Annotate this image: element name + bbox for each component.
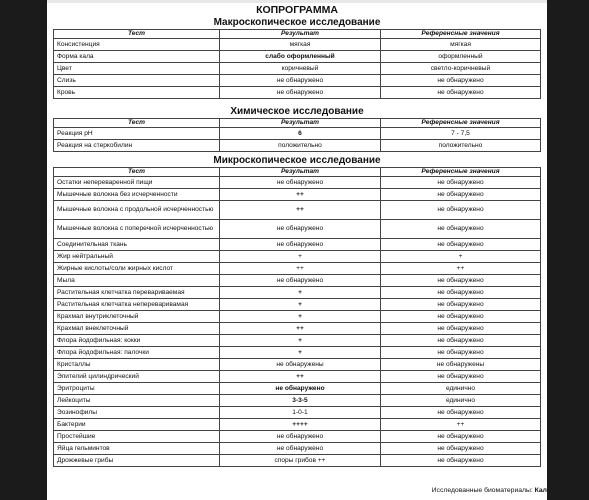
cell-result: + [220,311,381,323]
cell-test: Мышечные волокна с поперечной исчерченностью [54,220,220,239]
table-row [54,299,541,311]
cell-test: Эозинофилы [54,407,220,419]
cell-test: Остатки непереваренной пищи [54,177,220,189]
cell-reference: оформленный [381,51,541,63]
cell-test: Соединительная ткань [54,239,220,251]
cell-test: Консистенция [54,39,220,51]
biomaterial-value: Кал [534,487,547,494]
column-header-test: Тест [54,30,220,39]
cell-reference: не обнаружено [381,371,541,383]
biomaterial-label: Исследованные биоматериалы: [431,487,533,494]
table-row [54,51,541,63]
cell-result: не обнаружено [220,87,381,99]
cell-result: + [220,287,381,299]
cell-reference: не обнаружено [381,323,541,335]
cell-reference: не обнаружены [381,359,541,371]
cell-test: Реакция на стеркобилин [54,140,220,152]
cell-result: не обнаружено [220,275,381,287]
cell-result: + [220,251,381,263]
cell-reference: ++ [381,263,541,275]
cell-reference: не обнаружено [381,239,541,251]
cell-result: 1-0-1 [220,407,381,419]
cell-reference: не обнаружено [381,431,541,443]
cell-test: Мыла [54,275,220,287]
cell-result: не обнаружено [220,383,381,395]
table-row [54,201,541,220]
biomaterial-footer [432,487,547,494]
chem-table [53,118,541,152]
table-row [54,395,541,407]
cell-test: Жир нейтральный [54,251,220,263]
cell-result: 3-3-5 [220,395,381,407]
cell-test: Реакция pH [54,128,220,140]
table-row [54,177,541,189]
cell-reference: не обнаружено [381,287,541,299]
report-title: КОПРОГРАММА [256,4,338,16]
macro-section-title: Макроскопическое исследование [213,17,381,28]
table-row [54,347,541,359]
table-row [54,251,541,263]
cell-reference: не обнаружено [381,443,541,455]
cell-result: не обнаружено [220,75,381,87]
cell-test: Яйца гельминтов [54,443,220,455]
table-row [54,335,541,347]
cell-test: Бактерии [54,419,220,431]
table-row [54,443,541,455]
column-header-reference: Референсные значения [381,119,541,128]
report-sheet [47,0,547,500]
cell-test: Растительная клетчатка перевариваемая [54,287,220,299]
cell-result: 6 [220,128,381,140]
cell-test: Эпителий цилиндрический [54,371,220,383]
table-row [54,128,541,140]
chem-header-row [54,119,541,128]
cell-result: не обнаружено [220,239,381,251]
cell-reference: мягкая [381,39,541,51]
table-row [54,87,541,99]
cell-reference: 7 - 7,5 [381,128,541,140]
chem-section-title: Химическое исследование [230,106,364,117]
cell-result: споры грибов ++ [220,455,381,467]
micro-section-title: Микроскопическое исследование [213,155,381,166]
table-row [54,239,541,251]
table-row [54,383,541,395]
table-row [54,220,541,239]
cell-test: Флора йодофильная: кокки [54,335,220,347]
table-row [54,140,541,152]
cell-result: ++ [220,323,381,335]
table-row [54,189,541,201]
cell-reference: не обнаружено [381,189,541,201]
table-row [54,407,541,419]
cell-reference: не обнаружено [381,87,541,99]
macro-table [53,29,541,99]
table-row [54,359,541,371]
cell-test: Лейкоциты [54,395,220,407]
cell-test: Флора йодофильная: палочки [54,347,220,359]
cell-test: Дрожжевые грибы [54,455,220,467]
cell-result: ++ [220,189,381,201]
cell-reference: не обнаружено [381,311,541,323]
column-header-reference: Референсные значения [381,168,541,177]
micro-table [53,167,541,467]
macro-table-body [54,39,541,99]
cell-result: мягкая [220,39,381,51]
micro-header-row [54,168,541,177]
cell-reference: не обнаружено [381,75,541,87]
cell-result: не обнаружено [220,443,381,455]
cell-reference: не обнаружено [381,335,541,347]
micro-table-body [54,177,541,467]
cell-result: ++++ [220,419,381,431]
table-row [54,75,541,87]
cell-result: положительно [220,140,381,152]
cell-test: Мышечные волокна без исчерченности [54,189,220,201]
table-row [54,431,541,443]
cell-reference: не обнаружено [381,455,541,467]
table-row [54,287,541,299]
cell-test: Кровь [54,87,220,99]
cell-result: не обнаружено [220,220,381,239]
cell-result: + [220,347,381,359]
cell-reference: светло-коричневый [381,63,541,75]
macro-header-row [54,30,541,39]
cell-reference: единично [381,395,541,407]
cell-reference: не обнаружено [381,201,541,220]
cell-result: не обнаружены [220,359,381,371]
table-row [54,311,541,323]
table-row [54,263,541,275]
cell-reference: единично [381,383,541,395]
table-row [54,39,541,51]
cell-reference: не обнаружено [381,275,541,287]
cell-result: ++ [220,201,381,220]
cell-result: слабо оформленный [220,51,381,63]
chem-table-body [54,128,541,152]
cell-reference: + [381,251,541,263]
cell-result: + [220,299,381,311]
cell-test: Цвет [54,63,220,75]
cell-test: Форма кала [54,51,220,63]
cell-reference: ++ [381,419,541,431]
cell-test: Мышечные волокна с продольной исчерченностью [54,201,220,220]
column-header-test: Тест [54,119,220,128]
cell-test: Кристаллы [54,359,220,371]
column-header-reference: Референсные значения [381,30,541,39]
cell-test: Крахмал внеклеточный [54,323,220,335]
cell-test: Слизь [54,75,220,87]
table-row [54,275,541,287]
cell-result: не обнаружено [220,177,381,189]
cell-result: + [220,335,381,347]
table-row [54,419,541,431]
cell-reference: не обнаружено [381,220,541,239]
cell-test: Эритроциты [54,383,220,395]
column-header-test: Тест [54,168,220,177]
cell-reference: не обнаружено [381,177,541,189]
table-row [54,63,541,75]
table-row [54,455,541,467]
cell-reference: не обнаружено [381,347,541,359]
cell-test: Простейшие [54,431,220,443]
cell-test: Растительная клетчатка непереваривамая [54,299,220,311]
cell-reference: положительно [381,140,541,152]
cell-test: Жирные кислоты/соли жирных кислот [54,263,220,275]
column-header-result: Результат [220,168,381,177]
cell-result: ++ [220,371,381,383]
cell-reference: не обнаружено [381,407,541,419]
top-divider [47,0,547,3]
cell-result: коричневый [220,63,381,75]
cell-reference: не обнаружено [381,299,541,311]
cell-result: не обнаружено [220,431,381,443]
column-header-result: Результат [220,30,381,39]
table-row [54,323,541,335]
column-header-result: Результат [220,119,381,128]
table-row [54,371,541,383]
cell-test: Крахмал внутриклеточный [54,311,220,323]
cell-result: ++ [220,263,381,275]
